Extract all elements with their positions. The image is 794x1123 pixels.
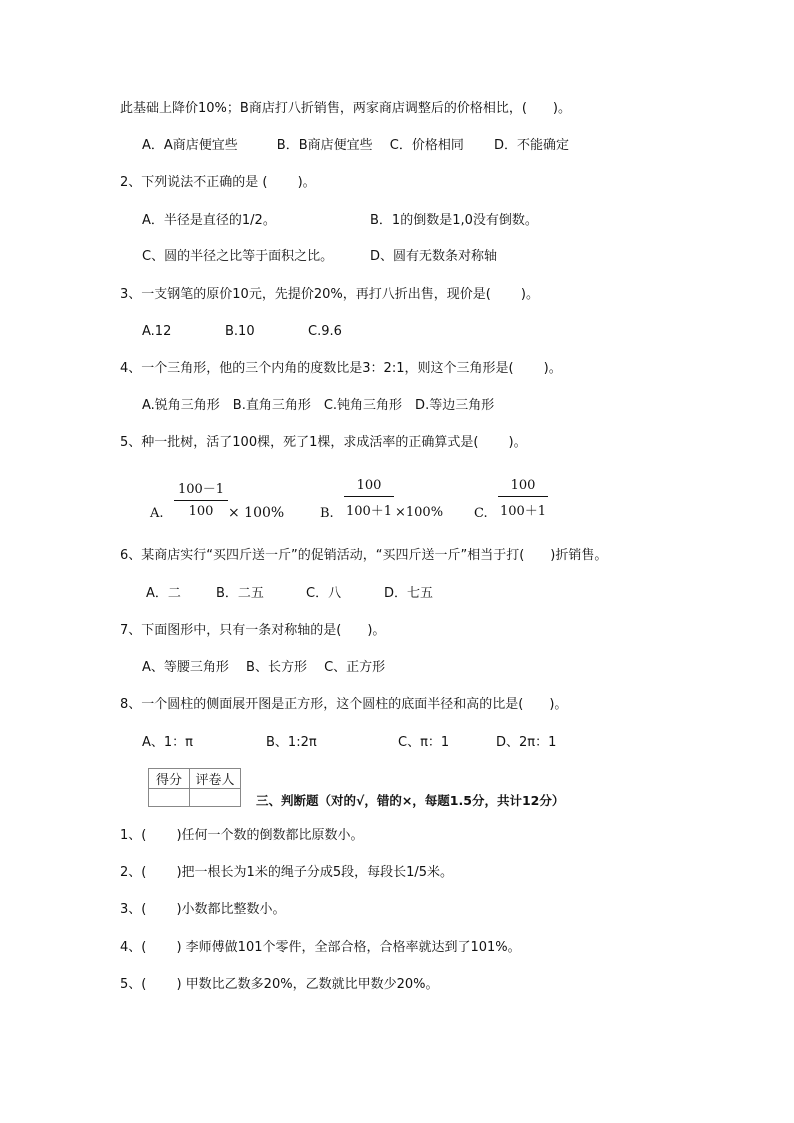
grader-cell[interactable] bbox=[190, 789, 241, 807]
option-b-multiplier: ×100% bbox=[395, 505, 444, 520]
question-6-option-c: C．八 bbox=[306, 586, 342, 601]
fraction-b-denominator: 100＋1 bbox=[345, 504, 393, 519]
question-1-stem-continued: 此基础上降价10%；B商店打八折销售，两家商店调整后的价格相比，( )。 bbox=[120, 101, 571, 116]
question-2-option-d: D、圆有无数条对称轴 bbox=[370, 249, 498, 264]
option-a-label: A. bbox=[150, 506, 164, 521]
question-8-option-a: A、1：π bbox=[142, 735, 193, 750]
question-8-option-b: B、1:2π bbox=[266, 735, 317, 750]
score-cell[interactable] bbox=[149, 789, 190, 807]
question-4-stem: 4、一个三角形，他的三个内角的度数比是3：2:1，则这个三角形是( )。 bbox=[120, 361, 562, 376]
question-7-options: A、等腰三角形 B、长方形 C、正方形 bbox=[142, 660, 386, 675]
question-3-stem: 3、一支钢笔的原价10元，先提价20%，再打八折出售，现价是( )。 bbox=[120, 287, 539, 302]
question-3-option-b: B.10 bbox=[225, 324, 255, 339]
question-6-option-a: A．二 bbox=[146, 586, 181, 601]
fraction-b bbox=[344, 478, 394, 519]
score-label: 得分 bbox=[149, 769, 190, 789]
score-box bbox=[148, 768, 241, 807]
fraction-b-numerator: 100 bbox=[344, 478, 394, 497]
judgment-1: 1、( )任何一个数的倒数都比原数小。 bbox=[120, 828, 364, 843]
judgment-2: 2、( )把一根长为1米的绳子分成5段，每段长1/5米。 bbox=[120, 865, 454, 880]
question-7-stem: 7、下面图形中，只有一条对称轴的是( )。 bbox=[120, 623, 386, 638]
question-3-option-a: A.12 bbox=[142, 324, 172, 339]
question-5-stem: 5、种一批树，活了100棵，死了1棵，求成活率的正确算式是( )。 bbox=[120, 435, 527, 450]
question-2-stem: 2、下列说法不正确的是 ( )。 bbox=[120, 175, 316, 190]
grader-label: 评卷人 bbox=[190, 769, 241, 789]
question-2-option-b: B．1的倒数是1,0没有倒数。 bbox=[370, 213, 538, 228]
judgment-5: 5、( ) 甲数比乙数多20%，乙数就比甲数少20%。 bbox=[120, 977, 439, 992]
question-8-option-c: C、π：1 bbox=[398, 735, 450, 750]
judgment-4: 4、( ) 李师傅做101个零件，全部合格，合格率就达到了101%。 bbox=[120, 940, 521, 955]
question-8-option-d: D、2π：1 bbox=[496, 735, 557, 750]
question-2-option-a: A．半径是直径的1/2。 bbox=[142, 213, 276, 228]
question-8-stem: 8、一个圆柱的侧面展开图是正方形，这个圆柱的底面半径和高的比是( )。 bbox=[120, 697, 568, 712]
judgment-3: 3、( )小数都比整数小。 bbox=[120, 902, 286, 917]
option-a-multiplier: × 100% bbox=[228, 505, 285, 521]
question-1-options: A．A商店便宜些 B．B商店便宜些 C．价格相同 D．不能确定 bbox=[142, 138, 569, 153]
fraction-a-denominator: 100 bbox=[188, 504, 214, 519]
question-6-option-d: D．七五 bbox=[384, 586, 434, 601]
option-b-label: B. bbox=[320, 506, 334, 521]
fraction-c-numerator: 100 bbox=[498, 478, 548, 497]
question-6-stem: 6、某商店实行“买四斤送一斤”的促销活动，“买四斤送一斤”相当于打( )折销售。 bbox=[120, 548, 608, 563]
question-2-option-c: C、圆的半径之比等于面积之比。 bbox=[142, 249, 334, 264]
option-c-label: C. bbox=[474, 506, 488, 521]
fraction-c-denominator: 100＋1 bbox=[499, 504, 547, 519]
question-6-option-b: B．二五 bbox=[216, 586, 264, 601]
section-3-heading: 三、判断题（对的√，错的×，每题1.5分，共计12分） bbox=[256, 793, 565, 808]
fraction-c bbox=[498, 478, 548, 519]
question-3-option-c: C.9.6 bbox=[308, 324, 342, 339]
fraction-a bbox=[174, 478, 228, 519]
fraction-a-numerator: 100－1 bbox=[174, 478, 228, 501]
question-4-options: A.锐角三角形 B.直角三角形 C.钝角三角形 D.等边三角形 bbox=[142, 398, 495, 413]
